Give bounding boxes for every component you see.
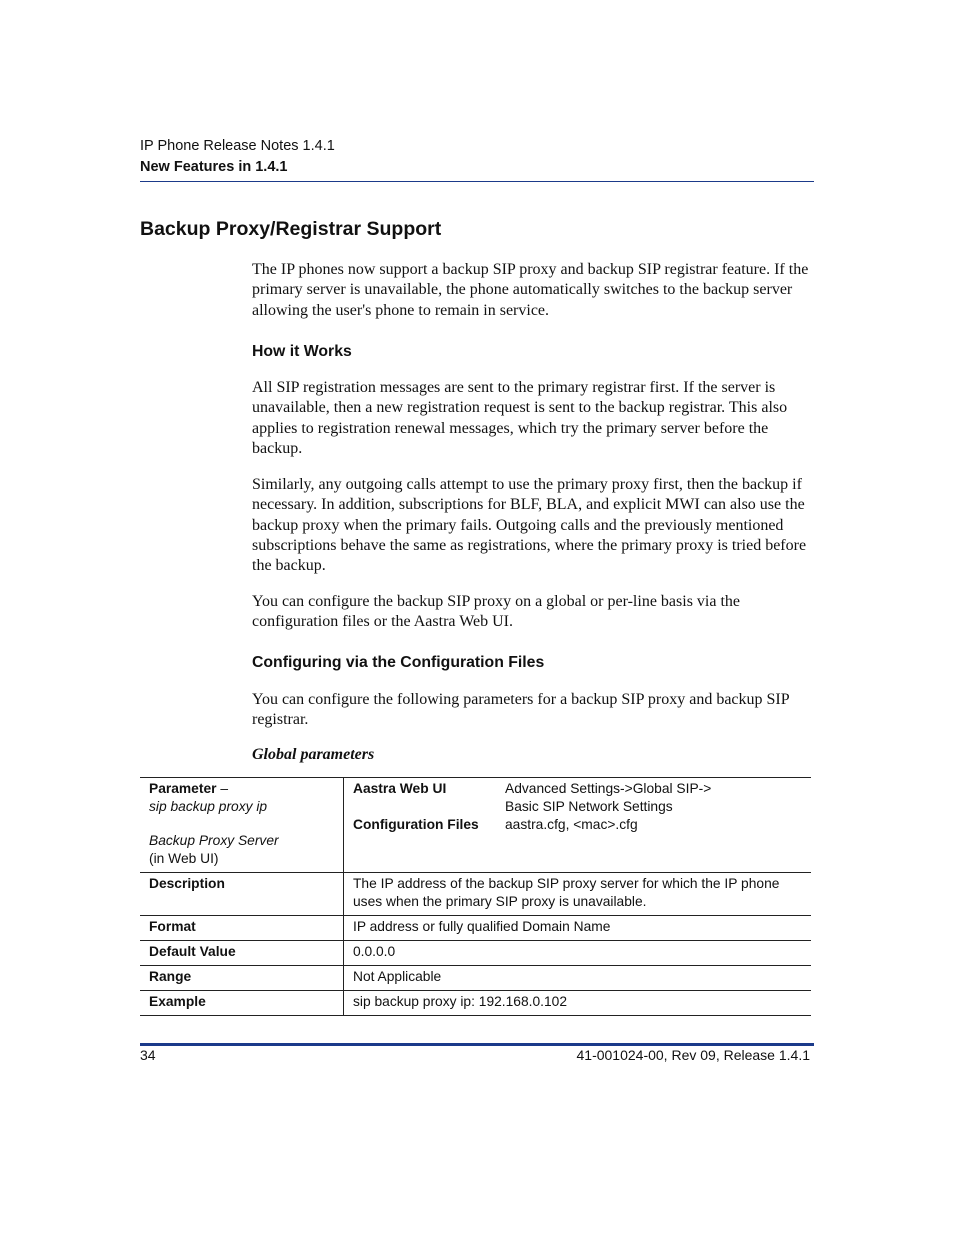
intro-block	[252, 260, 814, 321]
parameter-dash: –	[216, 781, 229, 796]
row-label: Example	[140, 991, 344, 1016]
how-it-works-paragraph-1: All SIP registration messages are sent to the primary registrar first. If the server is unavailable, then a new registration request is sent to the backup registrar. This also applies to registration renewal messages, which try the primary server before the backup.	[252, 379, 788, 457]
row-value: sip backup proxy ip: 192.168.0.102	[344, 991, 812, 1016]
intro-paragraph: The IP phones now support a backup SIP proxy and backup SIP registrar feature. If the primary server is unavailable, the phone automatically switches to the backup server allowing the user's phone to remain in service.	[252, 261, 809, 319]
caption-block	[252, 746, 814, 764]
table-row	[140, 991, 811, 1016]
row-value: 0.0.0.0	[344, 941, 812, 966]
config-files-value: aastra.cfg, <mac>.cfg	[505, 817, 638, 832]
row-label: Description	[140, 873, 344, 916]
how-it-works-p3-block	[252, 592, 814, 633]
web-ui-value	[505, 780, 802, 816]
row-value: IP address or fully qualified Domain Name	[344, 916, 812, 941]
how-it-works-paragraph-2: Similarly, any outgoing calls attempt to use the primary proxy first, then the backup if necessary. In addition, subscriptions for BLF, BLA, and explicit MWI can also use the backup proxy when the primary fails. Outgoing calls and the previously mentioned subscriptions behave the same as registrations, where the primary proxy is tried before the backup.	[252, 476, 807, 575]
table-row	[140, 916, 811, 941]
config-heading: Configuring via the Configuration Files	[252, 654, 545, 671]
config-paragraph: You can configure the following parameters for a backup SIP proxy and backup SIP registrar.	[252, 691, 790, 729]
parameter-cell	[140, 778, 344, 873]
footer-rule	[140, 1043, 814, 1046]
how-it-works-p1-block	[252, 378, 814, 459]
table-row	[140, 941, 811, 966]
row-value: The IP address of the backup SIP proxy server for which the IP phone uses when the primary SIP proxy is unavailable.	[344, 873, 812, 916]
running-header	[140, 136, 335, 178]
config-heading-block	[252, 654, 814, 672]
web-ui-name: Backup Proxy Server	[149, 833, 279, 848]
parameter-name: sip backup proxy ip	[149, 799, 268, 814]
row-label: Range	[140, 966, 344, 991]
parameters-table	[140, 777, 811, 1016]
how-it-works-heading-block	[252, 343, 814, 361]
table-row-parameter	[140, 778, 811, 873]
config-p1-block	[252, 690, 814, 731]
location-cell	[344, 778, 812, 873]
table-caption: Global parameters	[252, 746, 375, 763]
section-title: New Features in 1.4.1	[140, 159, 288, 175]
config-files-label: Configuration Files	[353, 817, 479, 832]
page-number: 34	[140, 1047, 156, 1063]
spacer	[149, 816, 334, 832]
web-ui-value-line-1: Advanced Settings->Global SIP->	[505, 781, 712, 796]
table-row	[140, 966, 811, 991]
table-row	[140, 873, 811, 916]
row-label: Format	[140, 916, 344, 941]
header-rule	[140, 181, 814, 182]
doc-title: IP Phone Release Notes 1.4.1	[140, 138, 335, 154]
row-value: Not Applicable	[344, 966, 812, 991]
location-subtable	[353, 780, 802, 834]
page-title: Backup Proxy/Registrar Support	[140, 218, 442, 240]
how-it-works-heading: How it Works	[252, 343, 352, 360]
how-it-works-paragraph-3: You can configure the backup SIP proxy on a global or per-line basis via the configuration files or the Aastra Web UI.	[252, 593, 741, 631]
web-ui-note: (in Web UI)	[149, 851, 219, 866]
parameter-label: Parameter	[149, 781, 217, 796]
doc-id: 41-001024-00, Rev 09, Release 1.4.1	[576, 1047, 810, 1063]
web-ui-label: Aastra Web UI	[353, 781, 447, 796]
how-it-works-p2-block	[252, 475, 814, 576]
row-label: Default Value	[140, 941, 344, 966]
web-ui-value-line-2: Basic SIP Network Settings	[505, 799, 673, 814]
